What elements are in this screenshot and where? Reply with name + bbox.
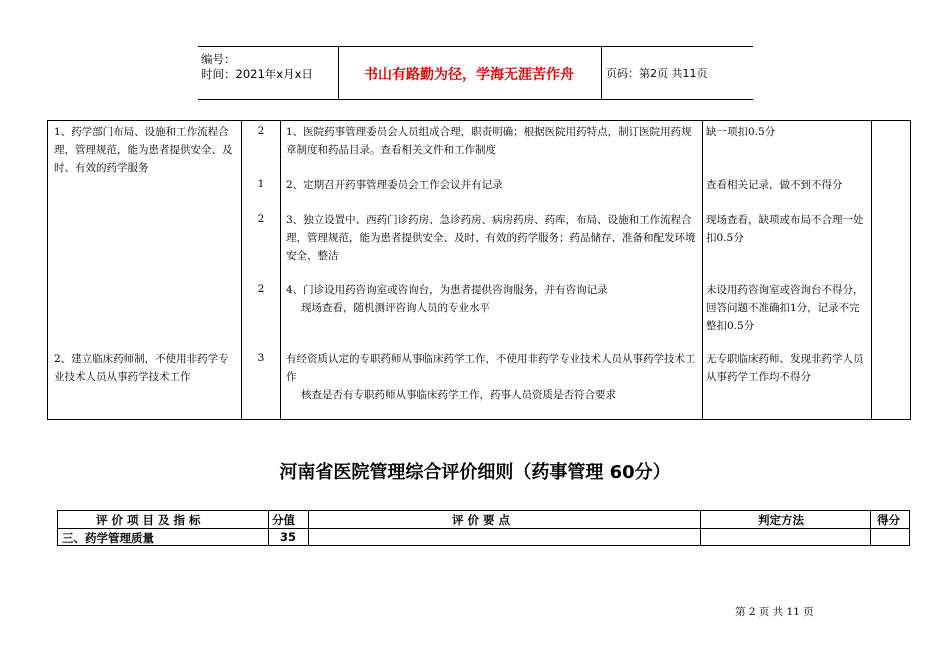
header-motto-cell: [338, 47, 602, 99]
evaluation-point: 3、独立设置中、西药门诊药房、急诊药房、病房药房、药库，布局、设施和工作流程合理，管理规范，能为患者提供安全、及时、有效的药学服务；药品储存、准备和配发环境安全、整洁: [286, 214, 696, 262]
judgment-method: 缺一项扣0.5分: [706, 126, 776, 138]
evaluation-check: 核查是否有专职药师从事临床药学工作，药事人员资质是否符合要求: [301, 389, 616, 401]
judgment-method: 查看相关记录，做不到不得分: [706, 179, 843, 191]
number-label: 编号：: [201, 52, 236, 66]
row-item: 三、药学管理质量: [62, 531, 154, 545]
row-score: 35: [280, 530, 297, 544]
header-score: 分值: [272, 513, 295, 527]
evaluation-point: 有经资质认定的专职药师从事临床药学工作，不使用非药学专业技术人员从事药学技术工作: [286, 353, 696, 383]
column-divider: [871, 121, 872, 419]
evaluation-item: 2、建立临床药师制，不使用非药学专业技术人员从事药学技术工作: [54, 353, 229, 383]
header-page-cell: [600, 47, 753, 99]
evaluation-point: 1、医院药事管理委员会人员组成合理，职责明确；根据医院用药特点，制订医院用药规章制度和药品目录。查看相关文件和工作制度: [286, 126, 692, 156]
page-label: 页码：第2页 共11页: [606, 67, 708, 80]
judgment-method: 无专职临床药师、发现非药学人员从事药学工作均不得分: [706, 353, 864, 383]
score-value: 1: [257, 178, 265, 190]
header-info-cell: [198, 47, 338, 99]
evaluation-detail-table: [47, 120, 911, 420]
row-divider: [58, 528, 909, 529]
column-divider: [702, 121, 703, 419]
summary-table: [57, 510, 910, 546]
column-divider: [308, 511, 309, 545]
page-footer: 第 2 页 共 11 页: [735, 606, 814, 618]
column-divider: [268, 511, 269, 545]
score-value: 2: [257, 125, 265, 137]
evaluation-point: 4、门诊设用药咨询室或咨询台，为患者提供咨询服务，并有咨询记录: [286, 284, 608, 296]
column-divider: [870, 511, 871, 545]
motto-text: 书山有路勤为径，学海无涯苦作舟: [364, 67, 574, 83]
section-title: 河南省医院管理综合评价细则（药事管理 60分）: [279, 462, 671, 483]
time-label: 时间：2021年x月x日: [201, 67, 313, 81]
column-divider: [700, 511, 701, 545]
score-value: 3: [257, 352, 265, 364]
evaluation-item: 1、药学部门布局、设施和工作流程合理，管理规范，能为患者提供安全、及时、有效的药学服务: [54, 126, 233, 174]
score-value: 2: [257, 213, 265, 225]
header-result: 得分: [877, 513, 900, 527]
column-divider: [241, 121, 242, 419]
judgment-method: 未设用药咨询室或咨询台不得分，回答问题不准确扣1分，记录不完整扣0.5分: [706, 284, 864, 332]
score-value: 2: [257, 283, 265, 295]
header-item: 评 价 项 目 及 指 标: [96, 513, 201, 527]
judgment-method: 现场查看，缺项或布局不合理一处扣0.5分: [706, 214, 864, 244]
header-method: 判定方法: [758, 513, 804, 527]
header-point: 评 价 要 点: [452, 513, 511, 527]
evaluation-check: 现场查看，随机测评咨询人员的专业水平: [301, 302, 490, 314]
page-header: [198, 46, 753, 100]
column-divider: [280, 121, 281, 419]
evaluation-point: 2、定期召开药事管理委员会工作会议并有记录: [286, 179, 503, 191]
